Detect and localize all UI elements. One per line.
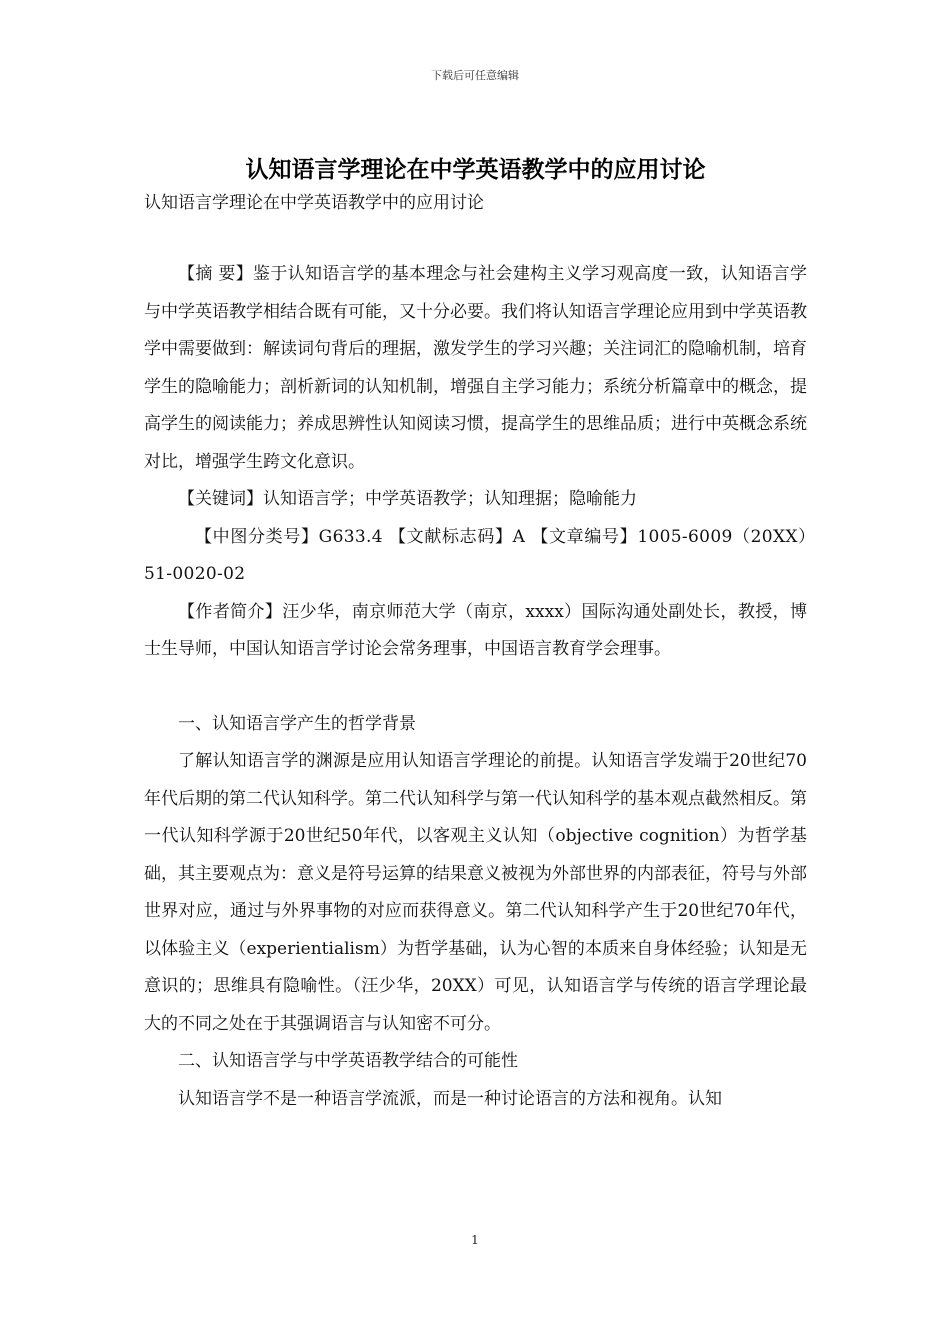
section-body-1: 了解认知语言学的渊源是应用认知语言学理论的前提。认知语言学发端于20世纪70年代后期的第二代认知科学。第二代认知科学与第一代认知科学的基本观点截然相反。第一代认知科学源于20世纪50年代，以客观主义认知（objective cognition）为哲学基础，其主要观点为：意义是符号运算的结果意义被视为外部世界的内部表征，符号与外部世界对应，通过与外界事物的对应而获得意义。第二代认知科学产生于20世纪70年代，以体验主义（experientialism）为哲学基础，认为心智的本质来自身体经验；认知是无意识的；思维具有隐喻性。（汪少华，20XX）可见，认知语言学与传统的语言学理论最大的不同之处在于其强调语言与认知密不可分。 <box>144 751 807 1034</box>
classification-paragraph: 【中图分类号】G633.4 【文献标志码】A 【文章编号】1005-6009（20XX）51-0020-02 <box>144 526 807 584</box>
section-heading-1: 一、认知语言学产生的哲学背景 <box>178 713 416 734</box>
document-title: 认知语言学理论在中学英语教学中的应用讨论 <box>245 157 706 183</box>
section-body-2: 认知语言学不是一种语言学流派，而是一种讨论语言的方法和视角。认知 <box>178 1088 722 1109</box>
document-subtitle: 认知语言学理论在中学英语教学中的应用讨论 <box>144 193 484 213</box>
author-paragraph: 【作者简介】汪少华，南京师范大学（南京，xxxx）国际沟通处副处长，教授，博士生导师，中国认知语言学讨论会常务理事，中国语言教育学会理事。 <box>144 601 807 659</box>
abstract-paragraph: 【摘 要】鉴于认知语言学的基本理念与社会建构主义学习观高度一致，认知语言学与中学英语教学相结合既有可能，又十分必要。我们将认知语言学理论应用到中学英语教学中需要做到：解读词句背后的理据，激发学生的学习兴趣；关注词汇的隐喻机制，培育学生的隐喻能力；剖析新词的认知机制，增强自主学习能力；系统分析篇章中的概念，提高学生的阅读能力；养成思辨性认知阅读习惯，提高学生的思维品质；进行中英概念系统对比，增强学生跨文化意识。 <box>144 264 807 472</box>
section-heading-2: 二、认知语言学与中学英语教学结合的可能性 <box>178 1051 518 1071</box>
document-body <box>144 150 807 1118</box>
page-header-note: 下载后可任意编辑 <box>431 69 519 82</box>
keywords-paragraph: 【关键词】认知语言学；中学英语教学；认知理据；隐喻能力 <box>178 489 637 509</box>
page-number: 1 <box>471 1233 479 1247</box>
